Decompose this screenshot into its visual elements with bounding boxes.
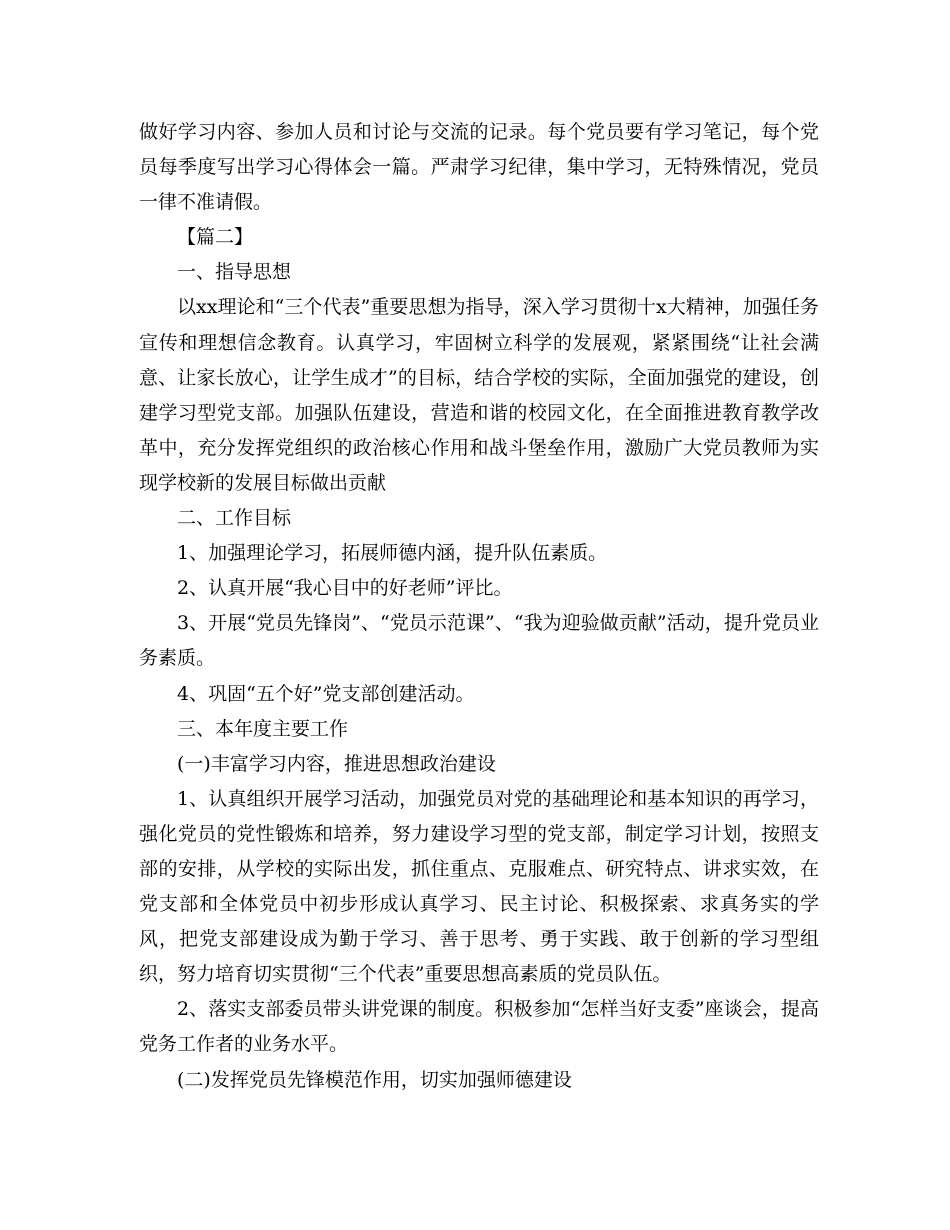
goal-item-3: 3、开展“党员先锋岗”、“党员示范课”、“我为迎验做贡献”活动，提升党员业务素质。 xyxy=(139,612,819,670)
paragraph-continuation: 做好学习内容、参加人员和讨论与交流的记录。每个党员要有学习笔记，每个党员每季度写出学习心得体会一篇。严肃学习纪律，集中学习，无特殊情况，党员一律不准请假。 xyxy=(139,121,819,214)
subheading-party-members-role: (二)发挥党员先锋模范作用，切实加强师德建设 xyxy=(177,1068,572,1091)
subheading-study-content: (一)丰富学习内容，推进思想政治建设 xyxy=(177,752,496,775)
work-item-1: 1、认真组织开展学习活动，加强党员对党的基础理论和基本知识的再学习，强化党员的党性锻炼和培养，努力建设学习型的党支部，制定学习计划，按照支部的安排，从学校的实际出发，抓住重点、克服难点、研究特点、讲求实效，在党支部和全体党员中初步形成认真学习、民主讨论、积极探索、求真务实的学风，把党支部建设成为勤于学习、善于思考、勇于实践、敢于创新的学习型组织，努力培育切实贯彻“三个代表”重要思想高素质的党员队伍。 xyxy=(139,787,819,986)
document-body xyxy=(139,115,819,1098)
heading-guiding-ideology: 一、指导思想 xyxy=(177,261,292,284)
paragraph-guiding-ideology: 以xx理论和“三个代表”重要思想为指导，深入学习贯彻十x大精神，加强任务宣传和理想信念教育。认真学习，牢固树立科学的发展观，紧紧围绕“让社会满意、让家长放心，让学生成才”的目标，结合学校的实际，全面加强党的建设，创建学习型党支部。加强队伍建设，营造和谐的校园文化，在全面推进教育教学改革中，充分发挥党组织的政治核心作用和战斗堡垒作用，激励广大党员教师为实现学校新的发展目标做出贡献 xyxy=(139,296,819,494)
goal-item-4: 4、巩固“五个好”党支部创建活动。 xyxy=(177,682,475,705)
heading-main-work: 三、本年度主要工作 xyxy=(177,717,349,740)
section-heading-part-two: 【篇二】 xyxy=(177,226,254,249)
heading-work-goals: 二、工作目标 xyxy=(177,507,292,530)
goal-item-1: 1、加强理论学习，拓展师德内涵，提升队伍素质。 xyxy=(177,542,608,565)
work-item-2: 2、落实支部委员带头讲党课的制度。积极参加“怎样当好支委”座谈会，提高党务工作者的业务水平。 xyxy=(139,998,819,1056)
goal-item-2: 2、认真开展“我心目中的好老师”评比。 xyxy=(177,577,513,600)
